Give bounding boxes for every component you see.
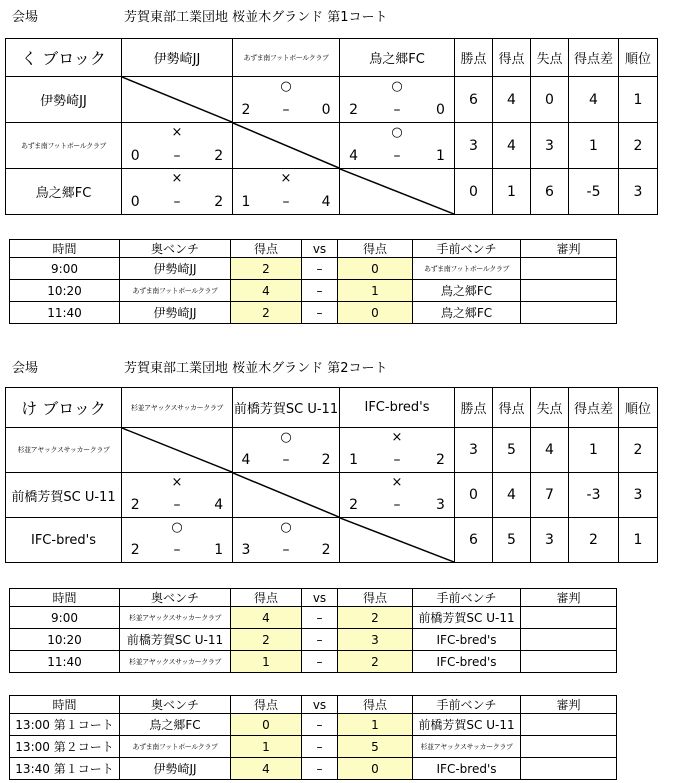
match-result-cell — [122, 518, 233, 563]
vs-dash: – — [302, 651, 338, 673]
stat-rank: 1 — [619, 518, 658, 563]
stat-points: 0 — [455, 169, 493, 215]
stat-rank: 2 — [619, 123, 658, 169]
table-row — [10, 736, 617, 758]
away-score: 2 — [435, 452, 445, 468]
table-row — [10, 607, 617, 629]
away-score: 3 — [435, 497, 445, 513]
front-bench-score: 5 — [338, 736, 413, 758]
away-score: 2 — [321, 452, 331, 468]
col-header-back-bench: 奥ベンチ — [120, 240, 231, 258]
table-row — [10, 651, 617, 673]
stat-header-goal-diff: 得点差 — [569, 39, 619, 77]
score-dash: – — [393, 148, 401, 164]
back-bench-team: 伊勢崎JJ — [120, 302, 231, 324]
match-result-cell — [122, 123, 233, 169]
stat-header-rank: 順位 — [619, 39, 658, 77]
stat-goal-diff: -5 — [569, 169, 619, 215]
front-bench-team: IFC-bred's — [413, 758, 521, 780]
stat-goals-against: 4 — [531, 428, 569, 473]
vs-dash: – — [302, 629, 338, 651]
stat-rank: 3 — [619, 169, 658, 215]
vs-dash: – — [302, 736, 338, 758]
table-row — [10, 280, 617, 302]
back-bench-team: あずま南フットボールクラブ — [120, 280, 231, 302]
result-mark: × — [171, 171, 183, 186]
row-team-name: IFC-bred's — [6, 518, 122, 563]
venue-line-court2 — [12, 360, 512, 378]
back-bench-score: 2 — [231, 629, 302, 651]
vs-dash: – — [302, 758, 338, 780]
col-header-time: 時間 — [10, 240, 120, 258]
match-time: 10:20 — [10, 629, 120, 651]
match-result-cell — [233, 428, 340, 473]
col-header-score: 得点 — [231, 240, 302, 258]
league-table-court1 — [5, 38, 658, 215]
team-header: 杉並アヤックスサッカークラブ — [122, 388, 233, 428]
diagonal-cell — [233, 123, 340, 169]
stat-goals-for: 4 — [493, 473, 531, 518]
row-team-name: 伊勢崎JJ — [6, 77, 122, 123]
col-header-referee: 審判 — [521, 696, 617, 714]
row-team-name: あずま南フットボールクラブ — [6, 123, 122, 169]
col-header-vs: vs — [302, 240, 338, 258]
front-bench-team: 鳥之郷FC — [413, 302, 521, 324]
match-time: 9:00 — [10, 607, 120, 629]
home-score: 2 — [349, 497, 359, 513]
score-dash: – — [173, 194, 181, 210]
diagonal-cell — [122, 428, 233, 473]
back-bench-score: 4 — [231, 280, 302, 302]
stat-rank: 1 — [619, 77, 658, 123]
vs-dash: – — [302, 302, 338, 324]
vs-dash: – — [302, 258, 338, 280]
stat-header-points: 勝点 — [455, 388, 493, 428]
away-score: 2 — [214, 148, 224, 164]
front-bench-score: 0 — [338, 302, 413, 324]
referee — [521, 736, 617, 758]
referee — [521, 714, 617, 736]
stat-header-rank: 順位 — [619, 388, 658, 428]
referee — [521, 758, 617, 780]
away-score: 2 — [214, 194, 224, 210]
front-bench-team: IFC-bred's — [413, 651, 521, 673]
stat-goals-for: 5 — [493, 518, 531, 563]
match-result-cell — [233, 77, 340, 123]
table-row — [10, 258, 617, 280]
home-score: 2 — [349, 102, 359, 118]
score-dash: – — [393, 497, 401, 513]
team-header: あずま南フットボールクラブ — [233, 39, 340, 77]
stat-points: 3 — [455, 123, 493, 169]
referee — [521, 280, 617, 302]
result-mark: ○ — [391, 125, 403, 140]
table-row — [10, 714, 617, 736]
row-team-name: 鳥之郷FC — [6, 169, 122, 215]
league-table-court2 — [5, 387, 658, 563]
score-dash: – — [282, 542, 290, 558]
row-team-name: 前橋芳賀SC U-11 — [6, 473, 122, 518]
away-score: 0 — [321, 102, 331, 118]
score-dash: – — [173, 497, 181, 513]
stat-goal-diff: 1 — [569, 123, 619, 169]
referee — [521, 629, 617, 651]
front-bench-team: あずま南フットボールクラブ — [413, 258, 521, 280]
stat-goals-for: 1 — [493, 169, 531, 215]
home-score: 0 — [130, 148, 140, 164]
home-score: 1 — [349, 452, 359, 468]
stat-goal-diff: 4 — [569, 77, 619, 123]
vs-dash: – — [302, 280, 338, 302]
diagonal-cell — [340, 169, 455, 215]
referee — [521, 651, 617, 673]
score-dash: – — [282, 194, 290, 210]
col-header-score: 得点 — [338, 589, 413, 607]
col-header-vs: vs — [302, 696, 338, 714]
venue-name: 芳賀東部工業団地 桜並木グランド 第1コート — [124, 10, 388, 25]
col-header-front-bench: 手前ベンチ — [413, 240, 521, 258]
stat-points: 3 — [455, 428, 493, 473]
stat-header-goals-against: 失点 — [531, 39, 569, 77]
stat-goals-for: 4 — [493, 77, 531, 123]
back-bench-team: 伊勢崎JJ — [120, 258, 231, 280]
match-time: 13:00 第１コート — [10, 714, 120, 736]
back-bench-score: 4 — [231, 607, 302, 629]
diagonal-cell — [122, 77, 233, 123]
team-header: 前橋芳賀SC U-11 — [233, 388, 340, 428]
match-result-cell — [340, 428, 455, 473]
stat-points: 0 — [455, 473, 493, 518]
match-result-cell — [233, 169, 340, 215]
diagonal-cell — [340, 518, 455, 563]
score-dash: – — [393, 102, 401, 118]
match-time: 9:00 — [10, 258, 120, 280]
col-header-score: 得点 — [231, 696, 302, 714]
front-bench-score: 1 — [338, 714, 413, 736]
col-header-score: 得点 — [231, 589, 302, 607]
match-time: 11:40 — [10, 302, 120, 324]
stat-goal-diff: 1 — [569, 428, 619, 473]
stat-header-goals-for: 得点 — [493, 39, 531, 77]
home-score: 2 — [241, 102, 251, 118]
venue-line-court1 — [12, 9, 512, 27]
result-mark: ○ — [280, 520, 292, 535]
back-bench-team: 杉並アヤックスサッカークラブ — [120, 651, 231, 673]
match-result-cell — [340, 123, 455, 169]
match-result-cell — [340, 473, 455, 518]
stat-points: 6 — [455, 77, 493, 123]
home-score: 4 — [241, 452, 251, 468]
table-row — [10, 629, 617, 651]
home-score: 4 — [349, 148, 359, 164]
match-result-cell — [233, 518, 340, 563]
stat-goals-against: 0 — [531, 77, 569, 123]
stat-points: 6 — [455, 518, 493, 563]
away-score: 4 — [214, 497, 224, 513]
front-bench-team: 杉並アヤックスサッカークラブ — [413, 736, 521, 758]
match-schedule-court2 — [9, 588, 617, 673]
away-score: 1 — [435, 148, 445, 164]
result-mark: × — [391, 430, 403, 445]
front-bench-team: 鳥之郷FC — [413, 280, 521, 302]
match-schedule-crossover — [9, 695, 617, 780]
front-bench-score: 2 — [338, 651, 413, 673]
back-bench-team: 杉並アヤックスサッカークラブ — [120, 607, 231, 629]
back-bench-score: 4 — [231, 758, 302, 780]
away-score: 2 — [321, 542, 331, 558]
referee — [521, 302, 617, 324]
vs-dash: – — [302, 607, 338, 629]
front-bench-score: 0 — [338, 258, 413, 280]
match-time: 10:20 — [10, 280, 120, 302]
back-bench-team: 前橋芳賀SC U-11 — [120, 629, 231, 651]
table-row — [10, 302, 617, 324]
away-score: 0 — [435, 102, 445, 118]
stat-rank: 3 — [619, 473, 658, 518]
back-bench-score: 1 — [231, 736, 302, 758]
stat-goals-for: 4 — [493, 123, 531, 169]
team-header: 鳥之郷FC — [340, 39, 455, 77]
score-dash: – — [173, 148, 181, 164]
block-label: け ブロック — [6, 388, 122, 428]
result-mark: ○ — [280, 79, 292, 94]
col-header-referee: 審判 — [521, 240, 617, 258]
stat-goal-diff: 2 — [569, 518, 619, 563]
result-mark: ○ — [171, 520, 183, 535]
score-dash: – — [393, 452, 401, 468]
back-bench-team: あずま南フットボールクラブ — [120, 736, 231, 758]
table-row — [10, 758, 617, 780]
result-mark: × — [171, 475, 183, 490]
col-header-time: 時間 — [10, 696, 120, 714]
front-bench-score: 3 — [338, 629, 413, 651]
stat-goals-against: 6 — [531, 169, 569, 215]
row-team-name: 杉並アヤックスサッカークラブ — [6, 428, 122, 473]
stat-goals-against: 3 — [531, 123, 569, 169]
back-bench-score: 2 — [231, 302, 302, 324]
col-header-back-bench: 奥ベンチ — [120, 589, 231, 607]
front-bench-score: 0 — [338, 758, 413, 780]
referee — [521, 258, 617, 280]
team-header: IFC-bred's — [340, 388, 455, 428]
back-bench-team: 伊勢崎JJ — [120, 758, 231, 780]
venue-label: 会場 — [12, 361, 39, 376]
back-bench-score: 2 — [231, 258, 302, 280]
match-result-cell — [122, 169, 233, 215]
result-mark: × — [280, 171, 292, 186]
score-dash: – — [282, 452, 290, 468]
vs-dash: – — [302, 714, 338, 736]
away-score: 1 — [214, 542, 224, 558]
away-score: 4 — [321, 194, 331, 210]
match-time: 11:40 — [10, 651, 120, 673]
home-score: 1 — [241, 194, 251, 210]
col-header-time: 時間 — [10, 589, 120, 607]
front-bench-score: 1 — [338, 280, 413, 302]
home-score: 3 — [241, 542, 251, 558]
home-score: 2 — [130, 497, 140, 513]
match-schedule-court1 — [9, 239, 617, 324]
stat-header-goal-diff: 得点差 — [569, 388, 619, 428]
front-bench-score: 2 — [338, 607, 413, 629]
col-header-referee: 審判 — [521, 589, 617, 607]
col-header-back-bench: 奥ベンチ — [120, 696, 231, 714]
col-header-front-bench: 手前ベンチ — [413, 696, 521, 714]
score-dash: – — [282, 102, 290, 118]
diagonal-cell — [233, 473, 340, 518]
col-header-score: 得点 — [338, 696, 413, 714]
match-result-cell — [340, 77, 455, 123]
referee — [521, 607, 617, 629]
home-score: 2 — [130, 542, 140, 558]
match-result-cell — [122, 473, 233, 518]
back-bench-team: 鳥之郷FC — [120, 714, 231, 736]
result-mark: ○ — [280, 430, 292, 445]
score-dash: – — [173, 542, 181, 558]
venue-name: 芳賀東部工業団地 桜並木グランド 第2コート — [124, 361, 388, 376]
match-time: 13:00 第２コート — [10, 736, 120, 758]
home-score: 0 — [130, 194, 140, 210]
col-header-score: 得点 — [338, 240, 413, 258]
stat-goal-diff: -3 — [569, 473, 619, 518]
front-bench-team: 前橋芳賀SC U-11 — [413, 607, 521, 629]
stat-header-points: 勝点 — [455, 39, 493, 77]
col-header-front-bench: 手前ベンチ — [413, 589, 521, 607]
match-time: 13:40 第１コート — [10, 758, 120, 780]
back-bench-score: 0 — [231, 714, 302, 736]
back-bench-score: 1 — [231, 651, 302, 673]
stat-header-goals-against: 失点 — [531, 388, 569, 428]
team-header: 伊勢崎JJ — [122, 39, 233, 77]
col-header-vs: vs — [302, 589, 338, 607]
result-mark: ○ — [391, 79, 403, 94]
front-bench-team: 前橋芳賀SC U-11 — [413, 714, 521, 736]
venue-label: 会場 — [12, 10, 39, 25]
stat-goals-against: 3 — [531, 518, 569, 563]
result-mark: × — [391, 475, 403, 490]
stat-rank: 2 — [619, 428, 658, 473]
front-bench-team: IFC-bred's — [413, 629, 521, 651]
result-mark: × — [171, 125, 183, 140]
block-label: く ブロック — [6, 39, 122, 77]
stat-header-goals-for: 得点 — [493, 388, 531, 428]
stat-goals-for: 5 — [493, 428, 531, 473]
stat-goals-against: 7 — [531, 473, 569, 518]
